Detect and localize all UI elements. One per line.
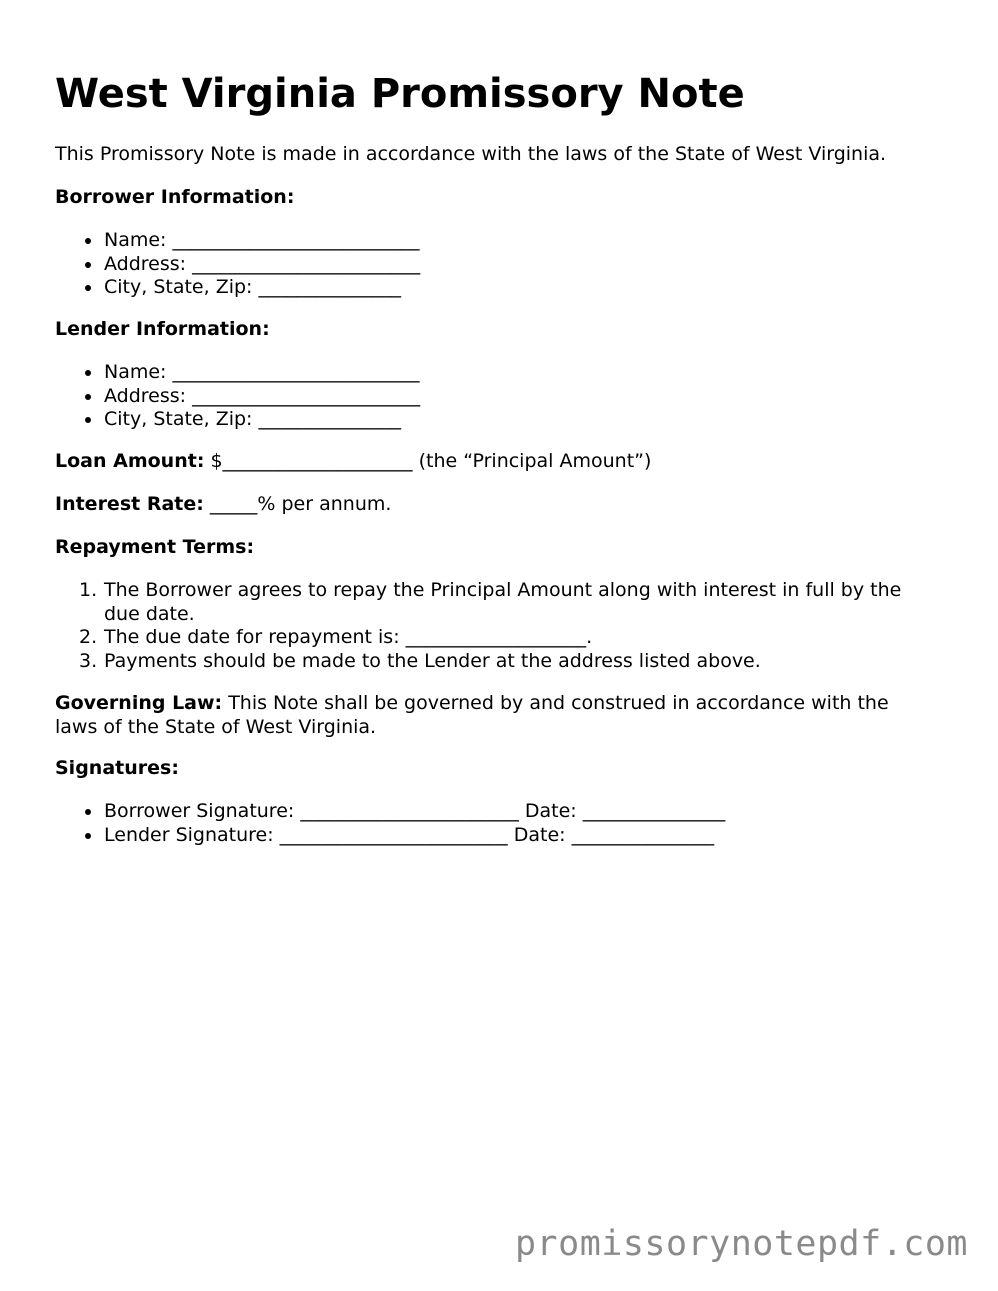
loan-amount-text: $____________________ (the “Principal Amount”)	[204, 450, 652, 472]
intro-paragraph: This Promissory Note is made in accordance with the laws of the State of West Virginia.	[55, 143, 887, 165]
repayment-list	[55, 579, 935, 673]
lender-list	[55, 361, 420, 432]
borrower-name-item: Name: __________________________	[55, 229, 420, 253]
signatures-list	[55, 800, 725, 847]
repayment-item-text: The Borrower agrees to repay the Principal Amount along with interest in full by the due date.	[104, 579, 902, 625]
governing-law-paragraph	[55, 692, 925, 739]
repayment-item-number: 3.	[79, 649, 98, 672]
borrower-signature-item: Borrower Signature: _______________________ Date: _______________	[55, 800, 725, 824]
borrower-heading-text: Borrower Information:	[55, 186, 295, 208]
loan-amount-label: Loan Amount:	[55, 450, 205, 472]
repayment-item-number: 1.	[79, 579, 98, 601]
repayment-item-text: The due date for repayment is: ___________________.	[104, 626, 593, 648]
repayment-heading	[55, 536, 254, 560]
interest-rate-line	[55, 493, 391, 517]
repayment-heading-text: Repayment Terms:	[55, 536, 255, 558]
governing-law-text: This Note shall be governed by and construed in accordance with the laws of the State of West Virginia.	[55, 692, 889, 738]
document-title: West Virginia Promissory Note	[55, 71, 745, 117]
lender-address-item: Address: ________________________	[55, 385, 420, 409]
watermark-text: promissorynotepdf.com	[514, 1224, 968, 1264]
lender-heading	[55, 318, 270, 342]
interest-rate-text: _____% per annum.	[203, 493, 392, 515]
governing-law-label: Governing Law:	[55, 692, 223, 714]
repayment-item	[55, 650, 935, 674]
repayment-item	[55, 626, 935, 650]
loan-amount-line	[55, 450, 651, 474]
borrower-heading	[55, 186, 294, 210]
repayment-item	[55, 579, 935, 626]
signatures-heading	[55, 757, 179, 781]
lender-city-item: City, State, Zip: _______________	[55, 408, 420, 432]
lender-name-item: Name: __________________________	[55, 361, 420, 385]
lender-heading-text: Lender Information:	[55, 318, 270, 340]
lender-signature-item: Lender Signature: ________________________ Date: _______________	[55, 824, 725, 848]
signatures-heading-text: Signatures:	[55, 757, 179, 779]
repayment-item-text: Payments should be made to the Lender at the address listed above.	[104, 649, 761, 672]
borrower-list	[55, 229, 420, 300]
borrower-address-item: Address: ________________________	[55, 253, 420, 277]
interest-rate-label: Interest Rate:	[55, 493, 204, 515]
repayment-item-number: 2.	[79, 626, 98, 648]
borrower-city-item: City, State, Zip: _______________	[55, 276, 420, 300]
